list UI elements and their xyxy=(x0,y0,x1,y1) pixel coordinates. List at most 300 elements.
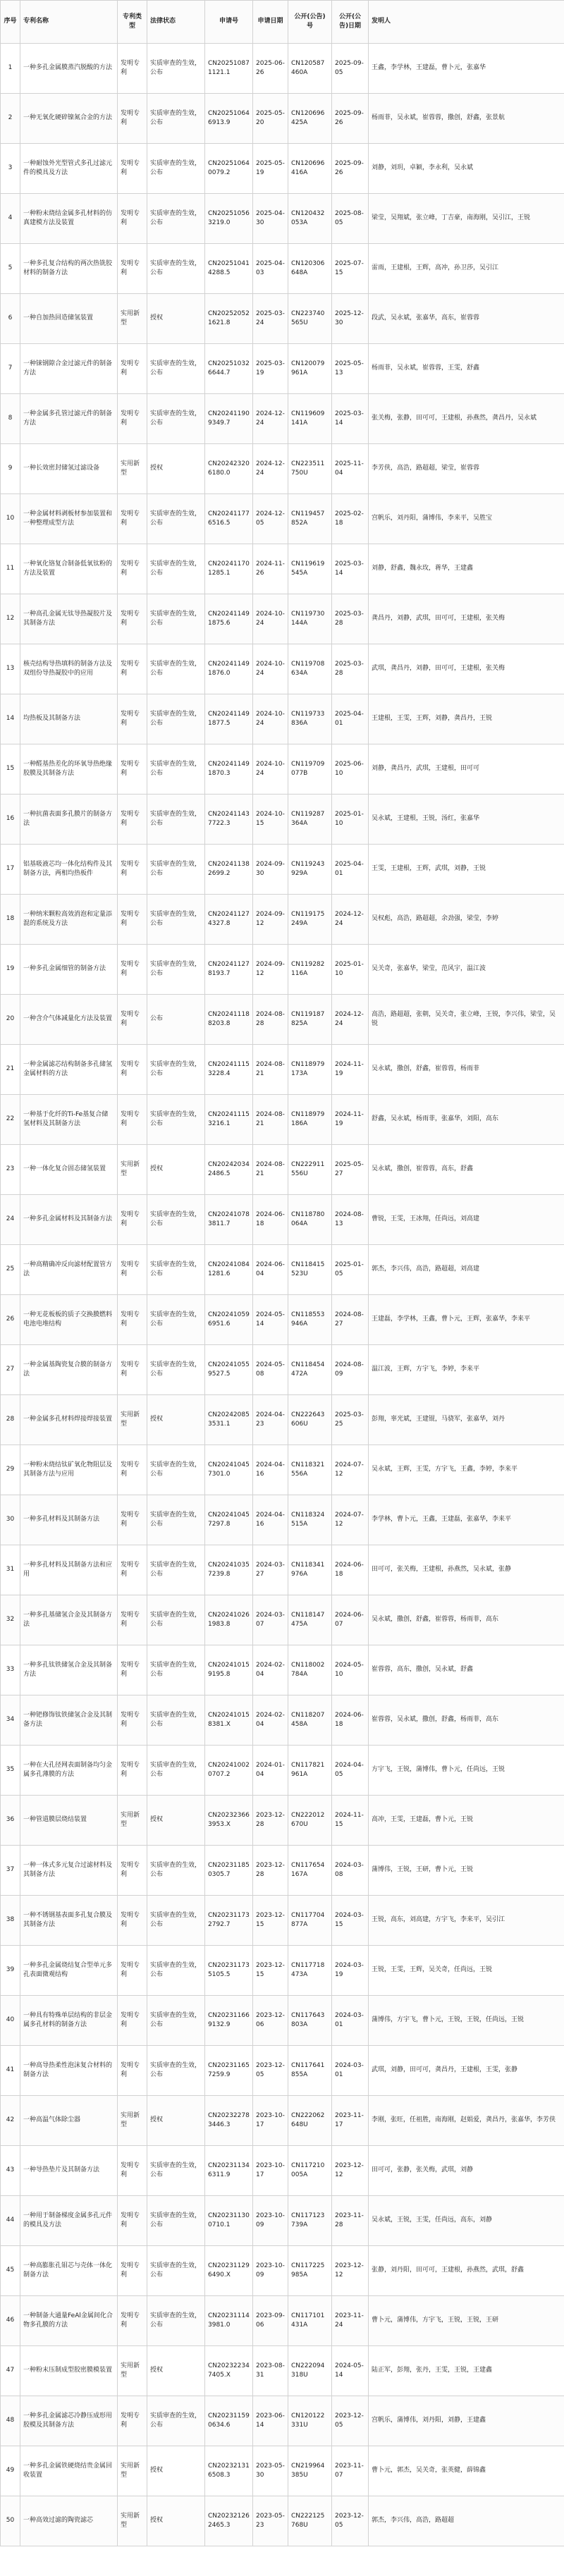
publication-date: 2024-05-10 xyxy=(332,1645,369,1695)
application-number: CN202311735105.5 xyxy=(205,1946,253,1996)
publication-date: 2024-11-15 xyxy=(332,1796,369,1846)
table-row xyxy=(1,1045,564,1095)
patent-name: 一种管道膜层烧结装置 xyxy=(20,1796,118,1846)
row-index: 34 xyxy=(1,1695,20,1746)
patent-type: 发明专利 xyxy=(118,1846,147,1896)
row-index: 44 xyxy=(1,2196,20,2246)
table-row xyxy=(1,1445,564,1495)
header-inventors: 发明人 xyxy=(369,1,564,44)
inventors: 武琪，龚昌丹，刘静，田可可，王建根，张关梅 xyxy=(369,644,564,694)
patent-type: 发明专利 xyxy=(118,2396,147,2446)
table-row xyxy=(1,1195,564,1245)
table-row xyxy=(1,344,564,394)
table-row xyxy=(1,294,564,344)
publication-date: 2024-12-24 xyxy=(332,895,369,945)
legal-status: 实质审查的生效，公布 xyxy=(147,1996,205,2046)
application-date: 2024-10-24 xyxy=(253,744,288,795)
application-number: CN202411491876.0 xyxy=(205,644,253,694)
application-number: CN202510563219.0 xyxy=(205,194,253,244)
publication-number: CN119708634A xyxy=(288,644,332,694)
patent-name: 一种金属多孔管过滤元件的制备方法 xyxy=(20,394,118,444)
inventors: 温江波，王辉，方宇飞，李婷，李来平 xyxy=(369,1345,564,1395)
table-row xyxy=(1,594,564,644)
table-row xyxy=(1,2446,564,2496)
publication-number: CN119187825A xyxy=(288,995,332,1045)
application-number: CN202410020707.2 xyxy=(205,1746,253,1796)
legal-status: 实质审查的生效，公布 xyxy=(147,394,205,444)
legal-status: 实质审查的生效，公布 xyxy=(147,1896,205,1946)
table-row xyxy=(1,2496,564,2546)
application-date: 2024-02-04 xyxy=(253,1645,288,1695)
inventors: 刘静，舒鑫，魏永玫，蒋华，王建鑫 xyxy=(369,544,564,594)
inventors: 刘静，龚昌丹，武琪，王建根，田可可 xyxy=(369,744,564,795)
legal-status: 实质审查的生效，公布 xyxy=(147,44,205,94)
patent-type: 发明专利 xyxy=(118,2146,147,2196)
legal-status: 实质审查的生效，公布 xyxy=(147,344,205,394)
publication-date: 2025-05-27 xyxy=(332,1145,369,1195)
application-date: 2024-12-05 xyxy=(253,494,288,544)
row-index: 48 xyxy=(1,2396,20,2446)
table-row xyxy=(1,1946,564,1996)
patent-name: 一种粉末烧结钛矿氧化物阻层及其制备方法与应用 xyxy=(20,1445,118,1495)
legal-status: 实质审查的生效，公布 xyxy=(147,1445,205,1495)
publication-date: 2024-12-24 xyxy=(332,995,369,1045)
publication-date: 2025-03-28 xyxy=(332,644,369,694)
row-index: 21 xyxy=(1,1045,20,1095)
row-index: 5 xyxy=(1,244,20,294)
row-index: 15 xyxy=(1,744,20,795)
application-date: 2023-12-15 xyxy=(253,1946,288,1996)
inventors: 张静，刘丹阳，田可可，王建根，孙燕然，武琪，舒鑫 xyxy=(369,2246,564,2296)
publication-number: CN118324515A xyxy=(288,1495,332,1545)
application-date: 2023-12-05 xyxy=(253,2046,288,2096)
inventors: 彭翔，辜光斌，王建锟，马骁军，张嘉华，刘丹 xyxy=(369,1395,564,1445)
inventors: 蒲博伟，王锐，王研，曹卜元，王锐 xyxy=(369,1846,564,1896)
patent-name: 一种抗菌表面多孔膜片的制备方法 xyxy=(20,795,118,845)
legal-status: 实质审查的生效，公布 xyxy=(147,744,205,795)
application-date: 2024-01-04 xyxy=(253,1746,288,1796)
application-number: CN202410596951.6 xyxy=(205,1295,253,1345)
table-row xyxy=(1,644,564,694)
legal-status: 实质审查的生效，公布 xyxy=(147,2396,205,2446)
table-row xyxy=(1,995,564,1045)
application-number: CN202423206180.0 xyxy=(205,444,253,494)
patent-type: 发明专利 xyxy=(118,2046,147,2096)
inventors: 王锐，王雯，王辉，吴关奇，任尚远，王锐 xyxy=(369,1946,564,1996)
header-legal-status: 法律状态 xyxy=(147,1,205,44)
inventors: 蒲博伟，方宇飞，曹卜元，王锐，王锐，任尚远，王锐 xyxy=(369,1996,564,2046)
patent-name: 一种一体化复合固态储氢装置 xyxy=(20,1145,118,1195)
row-index: 31 xyxy=(1,1545,20,1595)
legal-status: 实质审查的生效，公布 xyxy=(147,1195,205,1245)
patent-type: 发明专利 xyxy=(118,2196,147,2246)
application-number: CN202411491877.5 xyxy=(205,694,253,744)
publication-number: CN118415523U xyxy=(288,1245,332,1295)
application-number: CN202410261983.8 xyxy=(205,1595,253,1645)
header-index: 序号 xyxy=(1,1,20,44)
patent-type: 发明专利 xyxy=(118,144,147,194)
publication-number: CN223511750U xyxy=(288,444,332,494)
application-date: 2023-05-23 xyxy=(253,2496,288,2546)
table-row xyxy=(1,2346,564,2396)
patent-name: 一种含介气体减量化方法及装置 xyxy=(20,995,118,1045)
patent-type: 发明专利 xyxy=(118,945,147,995)
application-number: CN202410559527.5 xyxy=(205,1345,253,1395)
legal-status: 实质审查的生效，公布 xyxy=(147,1545,205,1595)
publication-date: 2024-03-01 xyxy=(332,1996,369,2046)
table-row xyxy=(1,444,564,494)
publication-date: 2024-03-01 xyxy=(332,2046,369,2096)
publication-number: CN119619545A xyxy=(288,544,332,594)
patent-type: 发明专利 xyxy=(118,1495,147,1545)
application-number: CN202420853531.1 xyxy=(205,1395,253,1445)
patent-name: 一种不锈钢基表面多孔复合膜及其制备方法 xyxy=(20,1896,118,1946)
row-index: 50 xyxy=(1,2496,20,2546)
application-number: CN202311732792.7 xyxy=(205,1896,253,1946)
table-row xyxy=(1,2046,564,2096)
publication-number: CN117123739A xyxy=(288,2196,332,2246)
application-number: CN202311346311.9 xyxy=(205,2146,253,2196)
application-date: 2024-03-27 xyxy=(253,1545,288,1595)
application-date: 2024-04-16 xyxy=(253,1445,288,1495)
legal-status: 授权 xyxy=(147,1145,205,1195)
row-index: 14 xyxy=(1,694,20,744)
legal-status: 实质审查的生效，公布 xyxy=(147,194,205,244)
publication-number: CN222062648U xyxy=(288,2096,332,2146)
inventors: 郭杰，李兴伟，高浩，路超超 xyxy=(369,2496,564,2546)
row-index: 26 xyxy=(1,1295,20,1345)
patent-name: 一种具有特殊单层结构的非层金属多孔材料的制备方法 xyxy=(20,1996,118,2046)
table-row xyxy=(1,244,564,294)
publication-number: CN119730144A xyxy=(288,594,332,644)
patent-type: 发明专利 xyxy=(118,1896,147,1946)
row-index: 24 xyxy=(1,1195,20,1245)
patent-name: 一种多孔复合结构的两次热铣胶材料的制备方法 xyxy=(20,244,118,294)
patent-name: 一种氧化铬复合制备低氧钛粉的方法及装置 xyxy=(20,544,118,594)
table-row xyxy=(1,1746,564,1796)
legal-status: 实质审查的生效，公布 xyxy=(147,2146,205,2196)
publication-number: CN119733836A xyxy=(288,694,332,744)
patent-name: 一种多孔金属铁硬烧结贵金属回收装置 xyxy=(20,2446,118,2496)
publication-date: 2025-08-05 xyxy=(332,194,369,244)
patent-name: 一种醛基热差化的环氧导热绝缘胶膜及其制备方法 xyxy=(20,744,118,795)
patent-name: 一种高导热柔性泡沫复合材料的制备方法 xyxy=(20,2046,118,2096)
application-number: CN202411153216.1 xyxy=(205,1095,253,1145)
inventors: 李刚，张旺，任祖胜，南海刚，赵娟爱，龚昌丹，张嘉华，李芳侠 xyxy=(369,2096,564,2146)
publication-date: 2023-11-17 xyxy=(332,2096,369,2146)
patent-type: 实用新型 xyxy=(118,2496,147,2546)
legal-status: 实质审查的生效，公布 xyxy=(147,544,205,594)
legal-status: 实质审查的生效，公布 xyxy=(147,1746,205,1796)
publication-number: CN117704877A xyxy=(288,1896,332,1946)
inventors: 崔蓉蓉，高东，撒创，吴永斌，舒鑫 xyxy=(369,1645,564,1695)
legal-status: 实质审查的生效，公布 xyxy=(147,2046,205,2096)
publication-number: CN222094318U xyxy=(288,2346,332,2396)
patent-name: 一种粉末压制成型胶密膜模装置 xyxy=(20,2346,118,2396)
table-body xyxy=(1,44,564,2546)
patent-type: 发明专利 xyxy=(118,795,147,845)
table-row xyxy=(1,1545,564,1595)
patent-type: 发明专利 xyxy=(118,1195,147,1245)
application-date: 2023-08-31 xyxy=(253,2346,288,2396)
patent-type: 发明专利 xyxy=(118,895,147,945)
application-number: CN202410159195.8 xyxy=(205,1645,253,1695)
publication-number: CN222911556U xyxy=(288,1145,332,1195)
application-number: CN202311657259.9 xyxy=(205,2046,253,2096)
publication-date: 2025-04-01 xyxy=(332,845,369,895)
inventors: 李芳侠，高浩，路超超，梁莹，崔蓉蓉 xyxy=(369,444,564,494)
legal-status: 实质审查的生效，公布 xyxy=(147,1595,205,1645)
publication-date: 2025-07-15 xyxy=(332,244,369,294)
patent-type: 发明专利 xyxy=(118,544,147,594)
inventors: 高浩，路超超，张朝，吴关奇，张立峰，王锐，李兴伟，梁莹，吴锐 xyxy=(369,995,564,1045)
table-row xyxy=(1,2096,564,2146)
publication-number: CN117821961A xyxy=(288,1746,332,1796)
publication-date: 2025-01-10 xyxy=(332,795,369,845)
row-index: 25 xyxy=(1,1245,20,1295)
patent-type: 实用新型 xyxy=(118,1395,147,1445)
inventors: 雷雨，王建根，王辉，高冲，孙卫莎，吴引江 xyxy=(369,244,564,294)
publication-number: CN117641855A xyxy=(288,2046,332,2096)
row-index: 10 xyxy=(1,494,20,544)
application-date: 2024-12-24 xyxy=(253,394,288,444)
patent-type: 发明专利 xyxy=(118,1595,147,1645)
inventors: 杨雨菲，吴永斌，崔蓉蓉，撒创，舒鑫，张景航 xyxy=(369,94,564,144)
publication-date: 2025-03-14 xyxy=(332,544,369,594)
patent-type: 发明专利 xyxy=(118,1345,147,1395)
publication-number: CN119287364A xyxy=(288,795,332,845)
table-row xyxy=(1,1295,564,1345)
inventors: 崔蓉蓉，吴永斌，撒创，舒鑫，杨雨菲，高东 xyxy=(369,1695,564,1746)
patent-type: 发明专利 xyxy=(118,1695,147,1746)
inventors: 吴永斌，王建根，王锐，汤红，张嘉华 xyxy=(369,795,564,845)
header-publication-date: 公开(公告)日期 xyxy=(332,1,369,44)
patent-name: 一种基于化纤的Ti-Fe基复合储氢材料及其制备方法 xyxy=(20,1095,118,1145)
publication-date: 2024-11-19 xyxy=(332,1045,369,1095)
application-number: CN202411153228.4 xyxy=(205,1045,253,1095)
application-date: 2023-05-30 xyxy=(253,2446,288,2496)
publication-number: CN120306648A xyxy=(288,244,332,294)
application-date: 2024-08-28 xyxy=(253,995,288,1045)
application-date: 2024-04-16 xyxy=(253,1495,288,1545)
patent-type: 发明专利 xyxy=(118,1746,147,1796)
inventors: 方宇飞，王锐，蒲博伟，曹卜元，任尚远，王锐 xyxy=(369,1746,564,1796)
row-index: 11 xyxy=(1,544,20,594)
legal-status: 授权 xyxy=(147,2496,205,2546)
patent-name: 一种无花板板的质子交换膜燃料电池电堆结构 xyxy=(20,1295,118,1345)
application-date: 2025-05-19 xyxy=(253,144,288,194)
application-number: CN202411437722.3 xyxy=(205,795,253,845)
row-index: 33 xyxy=(1,1645,20,1695)
patent-name: 一种铼钢隙合金过滤元件的制备方法 xyxy=(20,344,118,394)
application-number: CN202410841281.6 xyxy=(205,1245,253,1295)
patent-name: 铝基吸液芯均一体化结构件及其制备方法，两相均热板件 xyxy=(20,845,118,895)
application-number: CN202410457297.8 xyxy=(205,1495,253,1545)
publication-date: 2025-01-05 xyxy=(332,1245,369,1295)
patent-name: 一种高孔金属无钛导热凝胶片及其制备方法 xyxy=(20,594,118,644)
publication-date: 2023-12-05 xyxy=(332,2396,369,2446)
publication-date: 2024-06-07 xyxy=(332,1595,369,1645)
publication-number: CN118321556A xyxy=(288,1445,332,1495)
application-date: 2024-11-26 xyxy=(253,544,288,594)
publication-number: CN117101431A xyxy=(288,2296,332,2346)
inventors: 曹卜元，郭杰，吴关奇，张英健，薛锦鑫 xyxy=(369,2446,564,2496)
patent-name: 一种多孔金属滤芯冷静压成形用胶模及其制备方法 xyxy=(20,2396,118,2446)
row-index: 37 xyxy=(1,1846,20,1896)
publication-date: 2025-12-30 xyxy=(332,294,369,344)
patent-type: 发明专利 xyxy=(118,1645,147,1695)
publication-date: 2025-04-01 xyxy=(332,694,369,744)
publication-date: 2023-11-07 xyxy=(332,2446,369,2496)
application-number: CN202510871121.1 xyxy=(205,44,253,94)
row-index: 2 xyxy=(1,94,20,144)
application-date: 2025-06-26 xyxy=(253,44,288,94)
application-number: CN202411188203.8 xyxy=(205,995,253,1045)
application-date: 2023-12-28 xyxy=(253,1846,288,1896)
patent-type: 实用新型 xyxy=(118,294,147,344)
row-index: 13 xyxy=(1,644,20,694)
row-index: 29 xyxy=(1,1445,20,1495)
table-header xyxy=(1,1,564,44)
publication-date: 2024-03-08 xyxy=(332,1846,369,1896)
patent-name: 一种金属滤芯结构制备多孔储氢金属材料的方法 xyxy=(20,1045,118,1095)
patent-name: 一种多孔金属细管的制备方法 xyxy=(20,945,118,995)
patent-type: 发明专利 xyxy=(118,344,147,394)
patent-type: 发明专利 xyxy=(118,594,147,644)
publication-date: 2024-11-19 xyxy=(332,1095,369,1145)
row-index: 19 xyxy=(1,945,20,995)
inventors: 吴永斌，王辉，王雯，方宇飞，王鑫，李婷，李来平 xyxy=(369,1445,564,1495)
table-row xyxy=(1,44,564,94)
application-number: CN202510414288.5 xyxy=(205,244,253,294)
application-number: CN202411491870.3 xyxy=(205,744,253,795)
inventors: 高冲，王雯，王建磊，曹卜元，王锐 xyxy=(369,1796,564,1846)
patent-type: 实用新型 xyxy=(118,1796,147,1846)
publication-number: CN119457852A xyxy=(288,494,332,544)
application-date: 2024-08-21 xyxy=(253,1045,288,1095)
legal-status: 实质审查的生效，公布 xyxy=(147,494,205,544)
table-row xyxy=(1,1245,564,1295)
table-row xyxy=(1,1495,564,1545)
application-date: 2023-10-17 xyxy=(253,2146,288,2196)
table-row xyxy=(1,845,564,895)
publication-date: 2025-09-26 xyxy=(332,94,369,144)
application-date: 2024-09-12 xyxy=(253,945,288,995)
table-row xyxy=(1,744,564,795)
application-number: CN202311143981.0 xyxy=(205,2296,253,2346)
patent-type: 发明专利 xyxy=(118,694,147,744)
patent-name: 一种金属材料剥板材参加装置和一种整理成型方法 xyxy=(20,494,118,544)
patent-type: 发明专利 xyxy=(118,1545,147,1595)
patent-name: 一种多孔基储氢合金及其制备方法 xyxy=(20,1595,118,1645)
row-index: 27 xyxy=(1,1345,20,1395)
table-row xyxy=(1,694,564,744)
patent-name: 一种耐蚀外光型管式多孔过滤元件的模具及方法 xyxy=(20,144,118,194)
inventors: 李学林，曹卜元，王鑫，王建磊，张嘉华，李来平 xyxy=(369,1495,564,1545)
row-index: 20 xyxy=(1,995,20,1045)
table-row xyxy=(1,94,564,144)
application-date: 2024-08-21 xyxy=(253,1145,288,1195)
publication-number: CN222012670U xyxy=(288,1796,332,1846)
legal-status: 实质审查的生效，公布 xyxy=(147,1295,205,1345)
publication-number: CN120587460A xyxy=(288,44,332,94)
application-number: CN202410783811.7 xyxy=(205,1195,253,1245)
publication-number: CN118979173A xyxy=(288,1045,332,1095)
patent-type: 发明专利 xyxy=(118,744,147,795)
inventors: 宫帆乐，刘丹阳，蒲博伟，李来平，吴胜宝 xyxy=(369,494,564,544)
application-date: 2023-09-06 xyxy=(253,2296,288,2346)
header-patent-type: 专利类型 xyxy=(118,1,147,44)
patent-type: 发明专利 xyxy=(118,1245,147,1295)
table-row xyxy=(1,1896,564,1946)
publication-number: CN223740565U xyxy=(288,294,332,344)
application-number: CN202510640079.2 xyxy=(205,144,253,194)
legal-status: 实质审查的生效，公布 xyxy=(147,1495,205,1545)
table-row xyxy=(1,544,564,594)
patent-type: 发明专利 xyxy=(118,1946,147,1996)
application-number: CN202411909349.7 xyxy=(205,394,253,444)
patent-name: 一种多孔金属膜蒸汽脱酸的方法 xyxy=(20,44,118,94)
application-number: CN202321316508.3 xyxy=(205,2446,253,2496)
application-number: CN202411274327.8 xyxy=(205,895,253,945)
publication-number: CN120122331U xyxy=(288,2396,332,2446)
legal-status: 实质审查的生效，公布 xyxy=(147,644,205,694)
patent-type: 发明专利 xyxy=(118,1295,147,1345)
application-date: 2024-09-12 xyxy=(253,895,288,945)
patent-name: 一种无氧化硬碎镍氮合金的方法 xyxy=(20,94,118,144)
legal-status: 授权 xyxy=(147,1796,205,1846)
legal-status: 实质审查的生效，公布 xyxy=(147,244,205,294)
row-index: 23 xyxy=(1,1145,20,1195)
application-date: 2024-06-18 xyxy=(253,1195,288,1245)
publication-number: CN119243929A xyxy=(288,845,332,895)
publication-date: 2024-08-13 xyxy=(332,1195,369,1245)
application-number: CN202411701285.1 xyxy=(205,544,253,594)
table-row xyxy=(1,895,564,945)
application-number: CN202410357239.8 xyxy=(205,1545,253,1595)
patent-type: 发明专利 xyxy=(118,1996,147,2046)
patent-name: 一种多孔材料及其制备方法 xyxy=(20,1495,118,1545)
publication-number: CN117210005A xyxy=(288,2146,332,2196)
publication-date: 2025-09-26 xyxy=(332,144,369,194)
publication-date: 2023-11-24 xyxy=(332,2296,369,2346)
application-number: CN202420342486.5 xyxy=(205,1145,253,1195)
inventors: 段武，吴永斌，张嘉华，高东，崔蓉蓉 xyxy=(369,294,564,344)
patent-name: 一种金属基陶瓷复合膜的制备方法 xyxy=(20,1345,118,1395)
patent-type: 实用新型 xyxy=(118,444,147,494)
legal-status: 实质审查的生效，公布 xyxy=(147,144,205,194)
header-publication-number: 公开(公告)号 xyxy=(288,1,332,44)
inventors: 吴关奇，张嘉华，梁莹，范风宇，温江波 xyxy=(369,945,564,995)
patent-name: 一种一体式多元复合过滤材料及其制备方法 xyxy=(20,1846,118,1896)
application-date: 2024-04-23 xyxy=(253,1395,288,1445)
patent-name: 一种多孔金属烧结复合型单元多孔表面微观结构 xyxy=(20,1946,118,1996)
row-index: 8 xyxy=(1,394,20,444)
header-patent-name: 专利名称 xyxy=(20,1,118,44)
inventors: 宫帆乐，蒲博伟，刘丹阳，刘静，王建鑫 xyxy=(369,2396,564,2446)
legal-status: 授权 xyxy=(147,2446,205,2496)
publication-date: 2025-03-28 xyxy=(332,594,369,644)
application-number: CN202410457301.0 xyxy=(205,1445,253,1495)
legal-status: 实质审查的生效，公布 xyxy=(147,845,205,895)
patent-type: 发明专利 xyxy=(118,1045,147,1095)
row-index: 3 xyxy=(1,144,20,194)
application-date: 2024-12-24 xyxy=(253,444,288,494)
row-index: 49 xyxy=(1,2446,20,2496)
patent-name: 一种高温气体除尘器 xyxy=(20,2096,118,2146)
publication-number: CN118341976A xyxy=(288,1545,332,1595)
patent-type: 发明专利 xyxy=(118,1445,147,1495)
